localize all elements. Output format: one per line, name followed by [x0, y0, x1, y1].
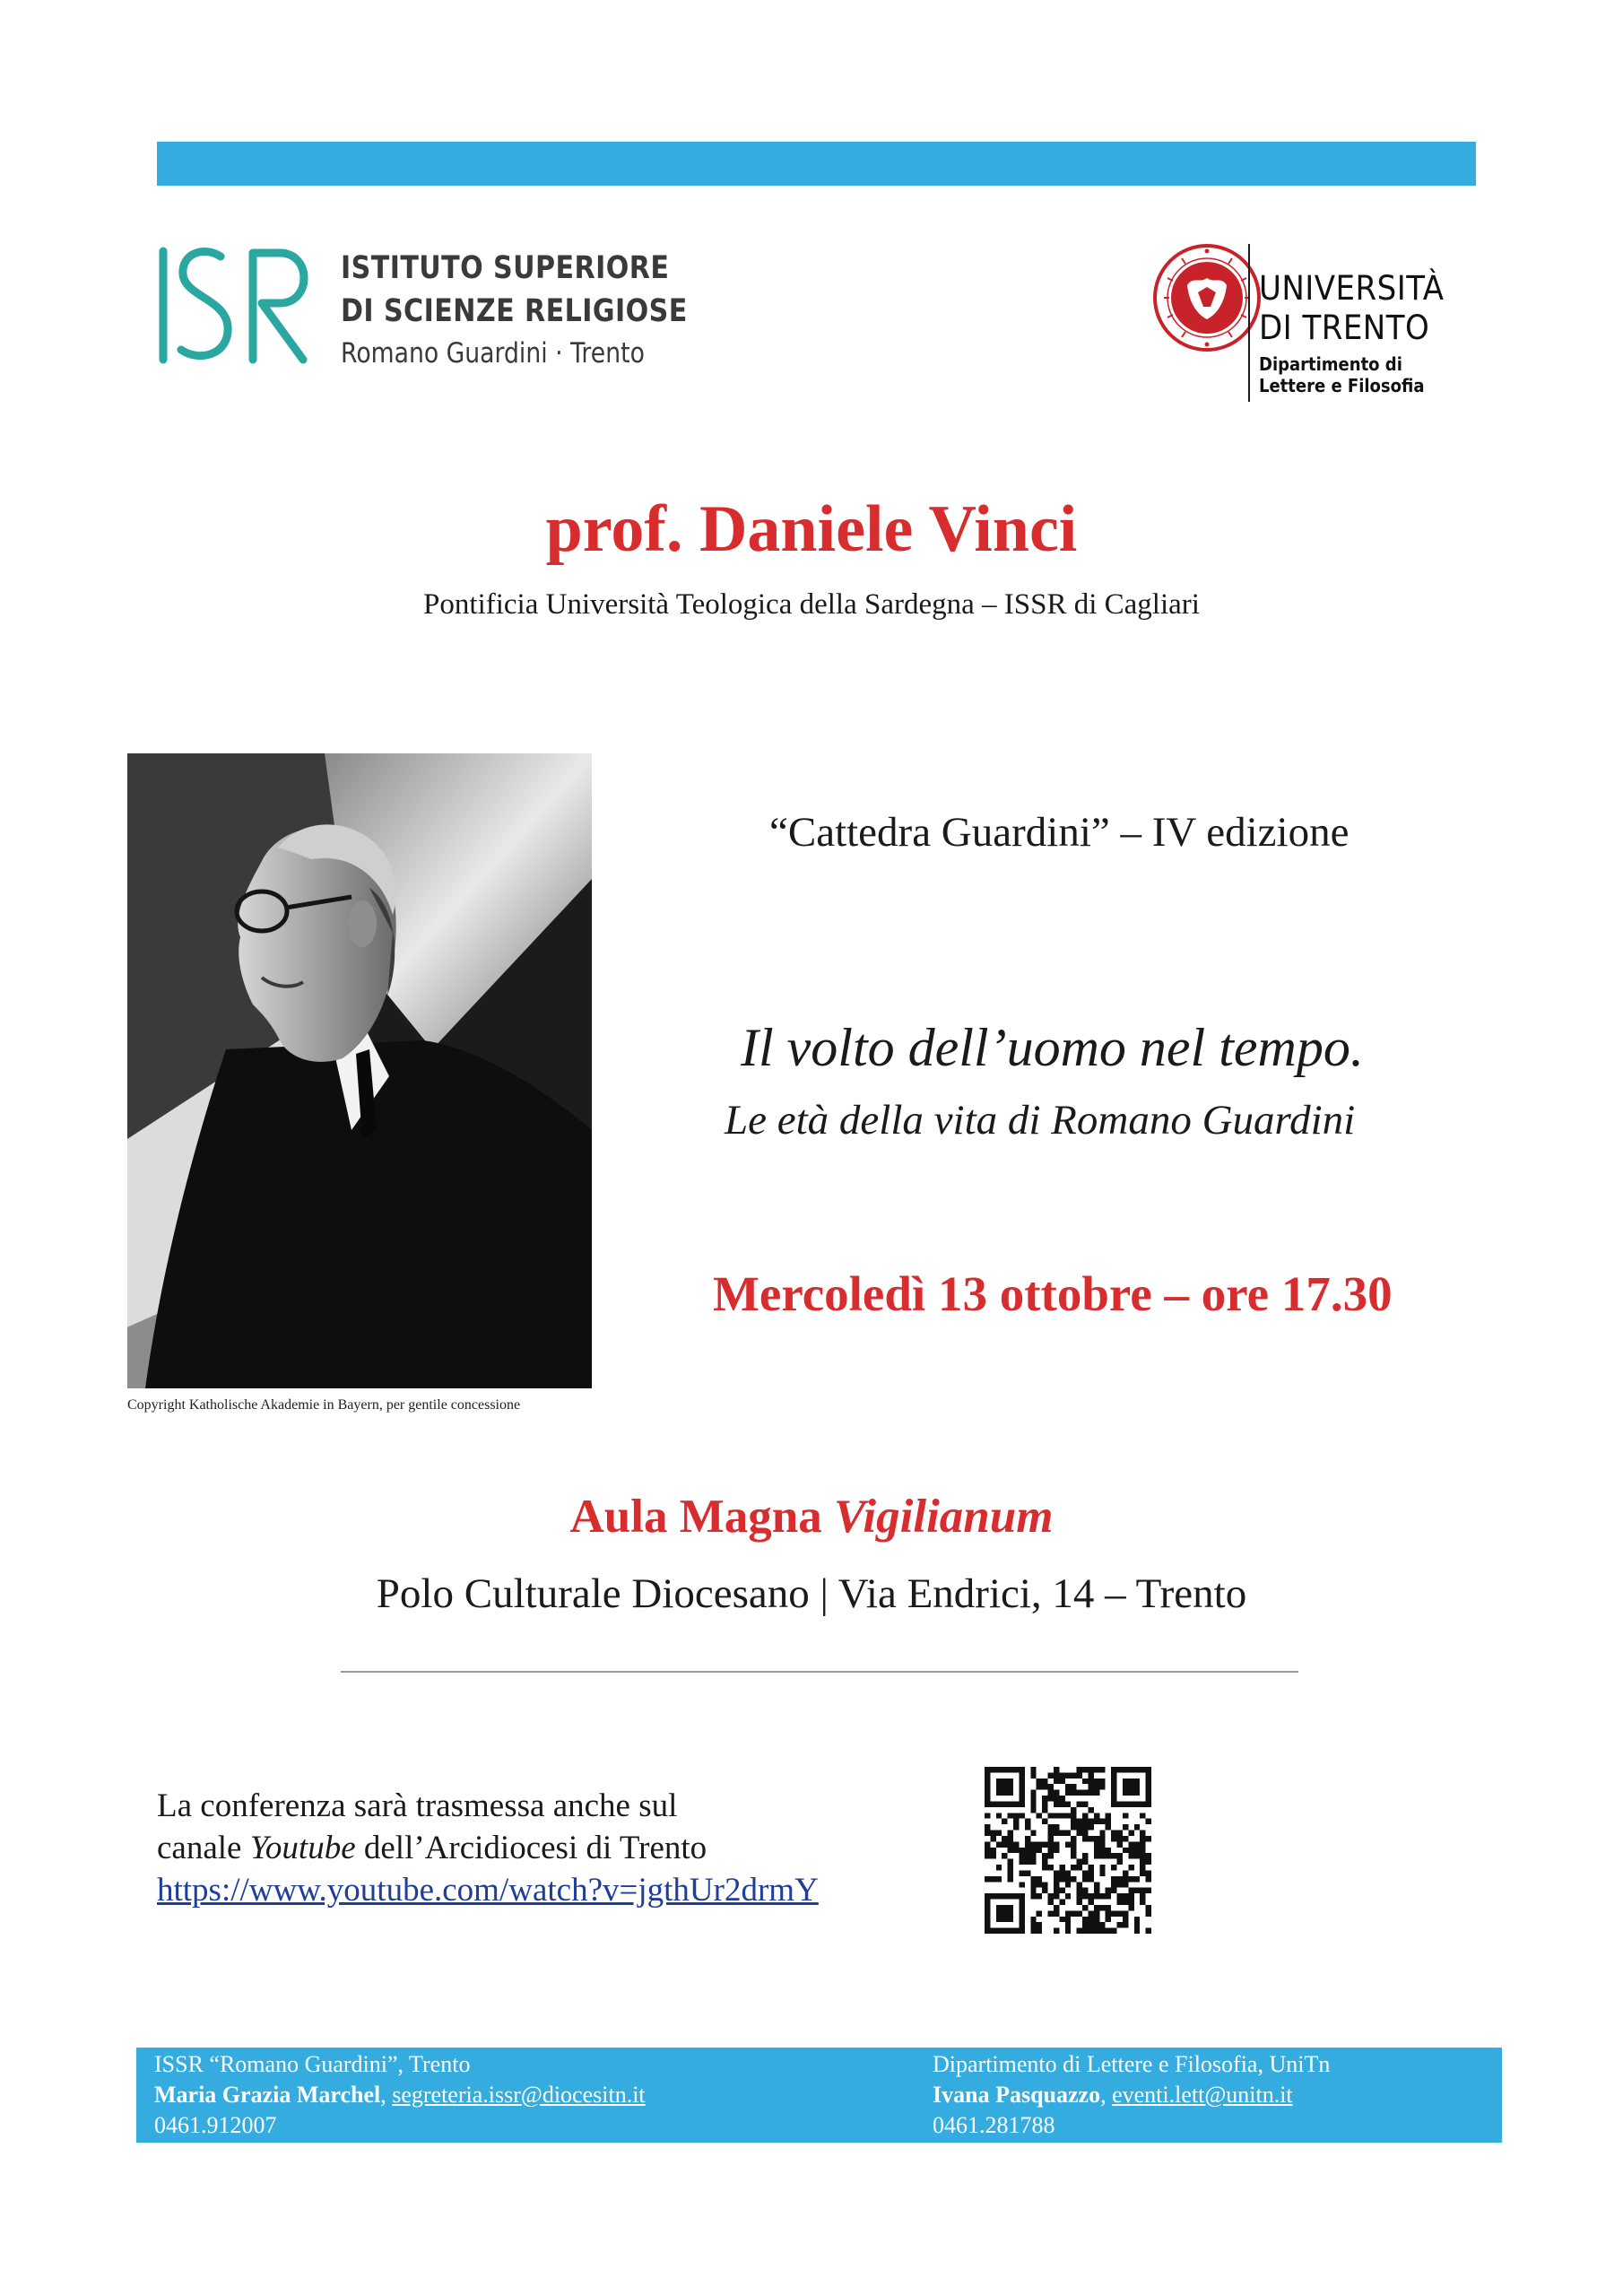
- footer-issr-contact-name: Maria Grazia Marchel: [154, 2082, 381, 2108]
- footer-issr-phone: 0461.912007: [154, 2112, 277, 2138]
- streaming-line2-post: dell’Arcidiocesi di Trento: [355, 1830, 707, 1866]
- footer-issr-contact: [154, 2080, 646, 2110]
- unitn-title-line1: UNIVERSITÀ: [1259, 269, 1445, 308]
- qr-code-icon[interactable]: [985, 1767, 1151, 1934]
- footer-issr-separator: ,: [380, 2082, 393, 2108]
- guardini-portrait-photo: [127, 753, 592, 1388]
- venue: [0, 1485, 1623, 1548]
- top-banner-bar: [157, 142, 1476, 186]
- venue-hall: Aula Magna: [569, 1491, 822, 1543]
- footer-issr-org: ISSR “Romano Guardini”, Trento: [154, 2051, 471, 2077]
- issr-logo-mark: [156, 244, 314, 367]
- streaming-line2-pre: canale: [157, 1830, 250, 1866]
- talk-title: Il volto dell’uomo nel tempo.: [741, 1018, 1364, 1077]
- footer-contact-unitn: [933, 2049, 1330, 2141]
- issr-name-line2: DI SCIENZE RELIGIOSE: [341, 293, 688, 329]
- unitn-title-line2: DI TRENTO: [1259, 309, 1430, 347]
- footer-unitn-contact: [933, 2080, 1330, 2110]
- issr-name-line3: Romano Guardini · Trento: [341, 337, 645, 370]
- footer-contact-issr: [154, 2049, 646, 2141]
- unitn-logo-text: [1259, 269, 1461, 396]
- unitn-department-line1: Dipartimento di: [1259, 353, 1402, 375]
- footer-unitn-phone: 0461.281788: [933, 2112, 1055, 2138]
- speaker-name: prof. Daniele Vinci: [545, 492, 1078, 566]
- unitn-department-line2: Lettere e Filosofia: [1259, 375, 1425, 396]
- photo-copyright-caption: Copyright Katholische Akademie in Bayern, per gentile concessione: [127, 1397, 521, 1413]
- footer-unitn-email-link[interactable]: eventi.lett@unitn.it: [1112, 2082, 1293, 2108]
- event-date: Mercoledì 13 ottobre – ore 17.30: [713, 1266, 1393, 1321]
- youtube-link[interactable]: https://www.youtube.com/watch?v=jgthUr2drmY: [157, 1872, 819, 1909]
- venue-address: Polo Culturale Diocesano | Via Endrici, 14 – Trento: [376, 1570, 1247, 1617]
- lecture-series: “Cattedra Guardini” – IV edizione: [769, 809, 1350, 856]
- talk-subtitle: Le età della vita di Romano Guardini: [725, 1097, 1356, 1144]
- footer-contacts: [136, 2048, 1502, 2143]
- university-seal-icon: [1151, 242, 1263, 353]
- streaming-line2: [157, 1827, 819, 1869]
- venue-name: Vigilianum: [833, 1491, 1054, 1543]
- footer-unitn-org: Dipartimento di Lettere e Filosofia, UniTn: [933, 2051, 1331, 2077]
- speaker-affiliation: Pontificia Università Teologica della Sardegna – ISSR di Cagliari: [423, 588, 1200, 621]
- issr-name-line1: ISTITUTO SUPERIORE: [341, 250, 670, 286]
- footer-issr-email-link[interactable]: segreteria.issr@diocesitn.it: [392, 2082, 646, 2108]
- issr-logo-text: [341, 247, 744, 374]
- streaming-line1: La conferenza sarà trasmessa anche sul: [157, 1787, 678, 1824]
- logo-divider: [1248, 244, 1250, 402]
- footer-unitn-separator: ,: [1100, 2082, 1113, 2108]
- footer-unitn-contact-name: Ivana Pasquazzo: [933, 2082, 1101, 2108]
- streaming-info: [157, 1785, 819, 1911]
- youtube-channel-name: Youtube: [249, 1830, 356, 1866]
- section-divider: [341, 1671, 1298, 1673]
